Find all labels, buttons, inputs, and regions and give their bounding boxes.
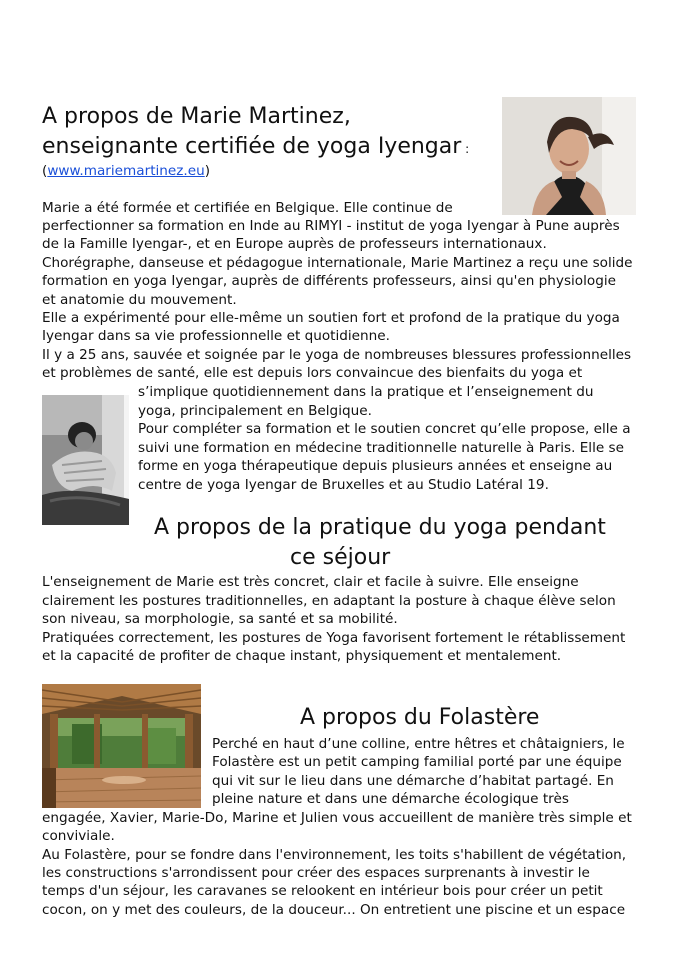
text-line: conviviale. — [42, 828, 115, 844]
text-line: yoga, principalement en Belgique. — [138, 403, 372, 419]
text-line: Elle a expérimenté pour elle-même un soutien fort et profond de la pratique du yoga — [42, 310, 620, 326]
text-line: Il y a 25 ans, sauvée et soignée par le yoga de nombreuses blessures professionnelles — [42, 347, 632, 363]
text-line: forme en yoga thérapeutique depuis plusieurs années et enseigne au — [138, 458, 613, 474]
text-line: perfectionner sa formation en Inde au RIMYI - institut de yoga Iyengar à Pune auprès — [42, 218, 620, 234]
text-line: suivi une formation en médecine traditionnelle naturelle à Paris. Elle se — [138, 440, 624, 456]
wooden-yoga-hall-photo — [42, 684, 201, 808]
text-line: clairement les postures traditionnelles, en adaptant la posture à chaque élève selon — [42, 593, 616, 609]
text-line: centre de yoga Iyengar de Bruxelles et au Studio Latéral 19. — [138, 477, 549, 493]
section-title-practice-line2: ce séjour — [290, 545, 391, 570]
text-line: L'enseignement de Marie est très concret, clair et facile à suivre. Elle enseigne — [42, 574, 579, 590]
text-line: qui vit sur le lieu dans une démarche d’habitat partagé. En — [212, 773, 614, 789]
link-close-paren: ) — [204, 163, 211, 179]
text-line: cocon, on y met des couleurs, de la douceur... On entretient une piscine et un espace — [42, 902, 626, 918]
text-line: Chorégraphe, danseuse et pédagogue internationale, Marie Martinez a reçu une solide — [42, 255, 633, 271]
section-title-marie-line2 — [42, 133, 469, 163]
section-title-folastere: A propos du Folastère — [300, 705, 540, 730]
section-title-marie-text: enseignante certifiée de yoga Iyengar — [42, 134, 462, 159]
section-title-marie-line1: A propos de Marie Martinez, — [42, 104, 351, 129]
portrait-photo — [502, 97, 636, 215]
text-line: et anatomie du mouvement. — [42, 292, 237, 308]
text-line: Au Folastère, pour se fondre dans l'environnement, les toits s'habillent de végétation, — [42, 847, 627, 863]
text-line: Perché en haut d’une colline, entre hêtres et châtaigniers, le — [212, 736, 625, 752]
text-line: Pratiquées correctement, les postures de Yoga favorisent fortement le rétablissement — [42, 630, 626, 646]
yoga-hands-photo — [42, 395, 129, 525]
text-line: formation en yoga Iyengar, auprès de différents professeurs, ainsi qu'en physiologie — [42, 273, 616, 289]
section-title-practice-line1: A propos de la pratique du yoga pendant — [154, 515, 606, 540]
text-line: Iyengar dans sa vie professionnelle et quotidienne. — [42, 328, 390, 344]
link-open-paren: ( — [42, 163, 48, 179]
text-line: les constructions s'arrondissent pour créer des espaces surprenants à investir le — [42, 865, 590, 881]
text-line: son niveau, sa morphologie, sa santé et sa mobilité. — [42, 611, 398, 627]
title-colon: : — [461, 142, 470, 156]
text-line: et problèmes de santé, elle est depuis lors convaincue des bienfaits du yoga et — [42, 365, 583, 381]
text-line: Folastère est un petit camping familial porté par une équipe — [212, 754, 622, 770]
text-line: et la capacité de profiter de chaque instant, physiquement et mentalement. — [42, 648, 562, 664]
text-line: engagée, Xavier, Marie-Do, Marine et Julien vous accueillent de manière très simple et — [42, 810, 632, 826]
text-line: Pour compléter sa formation et le soutien concret qu’elle propose, elle a — [138, 421, 631, 437]
text-line: de la Famille Iyengar-, et en Europe auprès de professeurs internationaux. — [42, 236, 547, 252]
text-line: Marie a été formée et certifiée en Belgique. Elle continue de — [42, 200, 453, 216]
text-line: s’implique quotidiennement dans la pratique et l’enseignement du — [138, 384, 594, 400]
text-line: temps d'un séjour, les caravanes se relookent en intérieur bois pour créer un petit — [42, 883, 603, 899]
text-line: pleine nature et dans une démarche écologique très — [212, 791, 569, 807]
website-line — [42, 162, 210, 180]
website-link[interactable]: www.mariemartinez.eu — [47, 163, 205, 179]
